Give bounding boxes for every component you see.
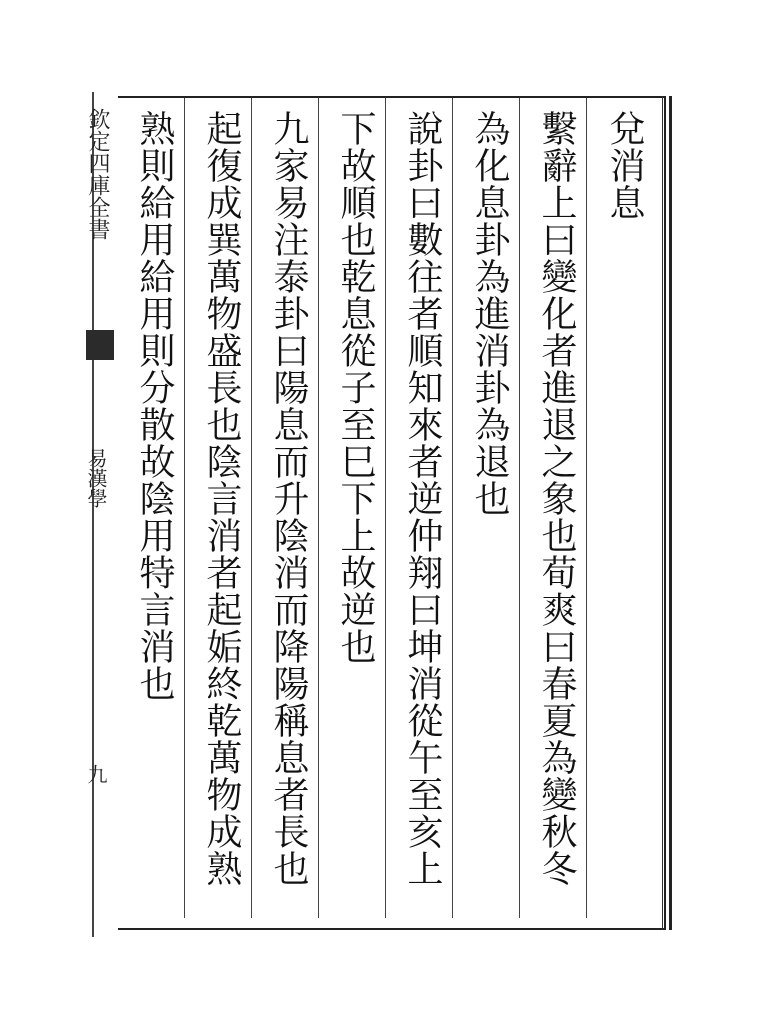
text-column-8: 熟則給用給用則分散故陰用特言消也 (134, 110, 175, 702)
text-column-1: 兌消息 (604, 110, 645, 221)
text-column-7: 起復成巽萬物盛長也陰言消者起姤終乾萬物成熟 (201, 110, 242, 887)
text-column-3: 為化息卦為進消卦為退也 (469, 110, 510, 517)
column-rule (519, 98, 520, 918)
column-rule (586, 98, 587, 918)
text-column-4: 說卦曰數往者順知來者逆仲翔曰坤消從午至亥上 (402, 110, 443, 887)
gutter-page-number: 九 (84, 764, 108, 784)
text-column-5: 下故順也乾息從子至巳下上故逆也 (335, 110, 376, 665)
gutter-book-title: 欽定四庫全書 (85, 108, 110, 240)
column-rule (385, 98, 386, 918)
text-column-2: 繫辭上曰變化者進退之象也荀爽曰春夏為變秋冬 (536, 110, 577, 887)
gutter-section: 易漢學 (84, 448, 108, 508)
column-rule (452, 98, 453, 918)
column-rule (251, 98, 252, 918)
text-column-6: 九家易注泰卦曰陽息而升陰消而降陽稱息者長也 (268, 110, 309, 887)
column-rule (184, 98, 185, 918)
fishtail-mark (86, 330, 114, 360)
frame-outer-border (662, 96, 672, 930)
column-rule (318, 98, 319, 918)
